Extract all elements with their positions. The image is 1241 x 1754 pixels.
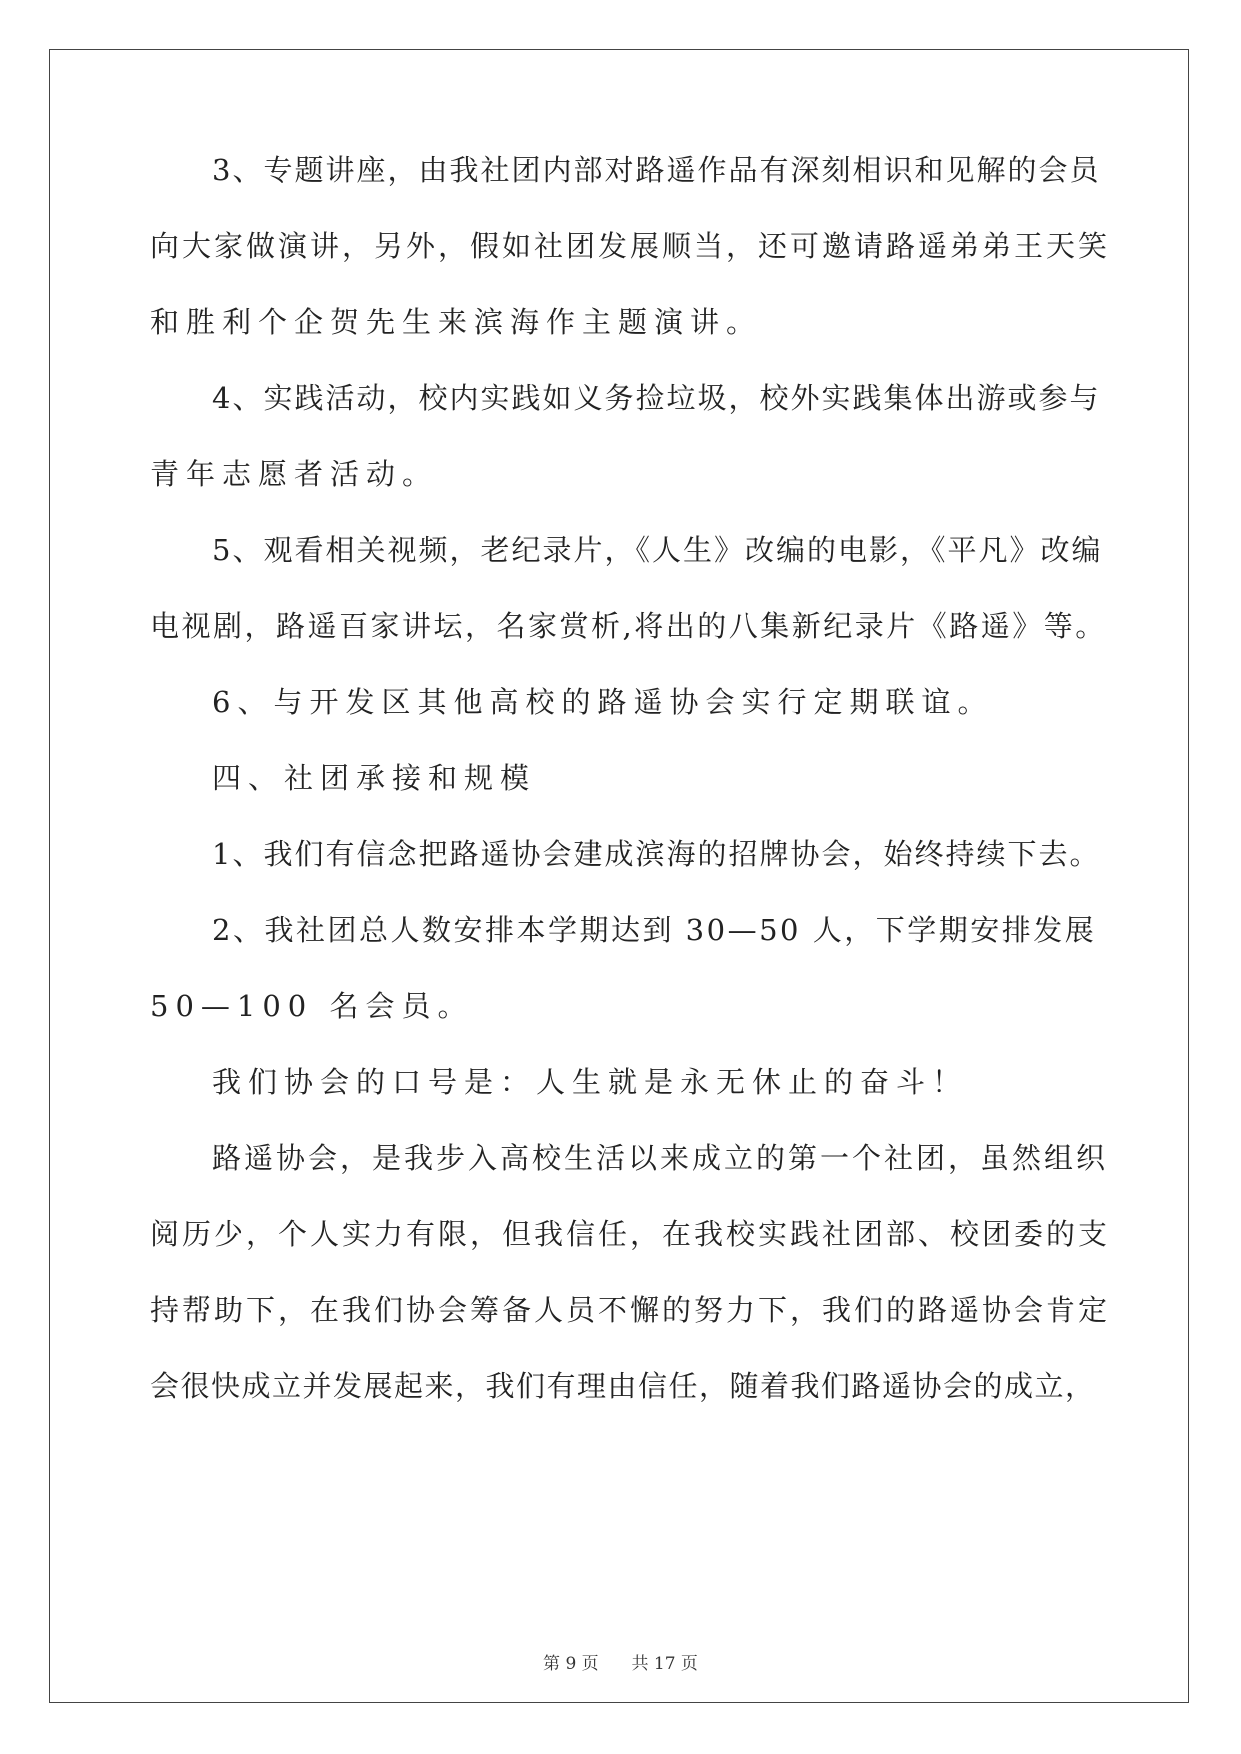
paragraph-line: 持帮助下，在我们协会筹备人员不懈的努力下，我们的路遥协会肯定 [150, 1293, 1111, 1327]
paragraph-line: 50—100 名会员。 [150, 989, 474, 1023]
paragraph-line: 5、观看相关视频，老纪录片，《人生》改编的电影，《平凡》改编 [212, 533, 1103, 567]
page-border [49, 49, 1189, 1703]
paragraph-line: 和胜利个企贺先生来滨海作主题演讲。 [150, 305, 763, 339]
total-pages: 共 17 页 [631, 1654, 698, 1674]
paragraph-line: 我们协会的口号是：人生就是永无休止的奋斗！ [212, 1065, 969, 1099]
paragraph-line: 6、与开发区其他高校的路遥协会实行定期联谊。 [212, 685, 994, 719]
page-number: 第 9 页 [543, 1654, 599, 1674]
page-footer [0, 1652, 1241, 1676]
paragraph-line: 青年志愿者活动。 [150, 457, 439, 491]
paragraph-line: 电视剧，路遥百家讲坛，名家赏析,将出的八集新纪录片《路遥》等。 [150, 609, 1107, 643]
paragraph-line: 3、专题讲座，由我社团内部对路遥作品有深刻相识和见解的会员 [212, 153, 1101, 187]
paragraph-line: 4、实践活动，校内实践如义务捡垃圾，校外实践集体出游或参与 [212, 381, 1101, 415]
paragraph-line: 2、我社团总人数安排本学期达到 30—50 人，下学期安排发展 [212, 913, 1097, 947]
paragraph-line: 会很快成立并发展起来，我们有理由信任，随着我们路遥协会的成立， [150, 1369, 1096, 1403]
paragraph-line: 路遥协会，是我步入高校生活以来成立的第一个社团，虽然组织 [212, 1141, 1109, 1175]
paragraph-line: 1、我们有信念把路遥协会建成滨海的招牌协会，始终持续下去。 [212, 837, 1101, 871]
section-heading: 四、社团承接和规模 [212, 761, 537, 795]
paragraph-line: 阅历少，个人实力有限，但我信任，在我校实践社团部、校团委的支 [150, 1217, 1111, 1251]
paragraph-line: 向大家做演讲，另外，假如社团发展顺当，还可邀请路遥弟弟王天笑 [150, 229, 1111, 263]
